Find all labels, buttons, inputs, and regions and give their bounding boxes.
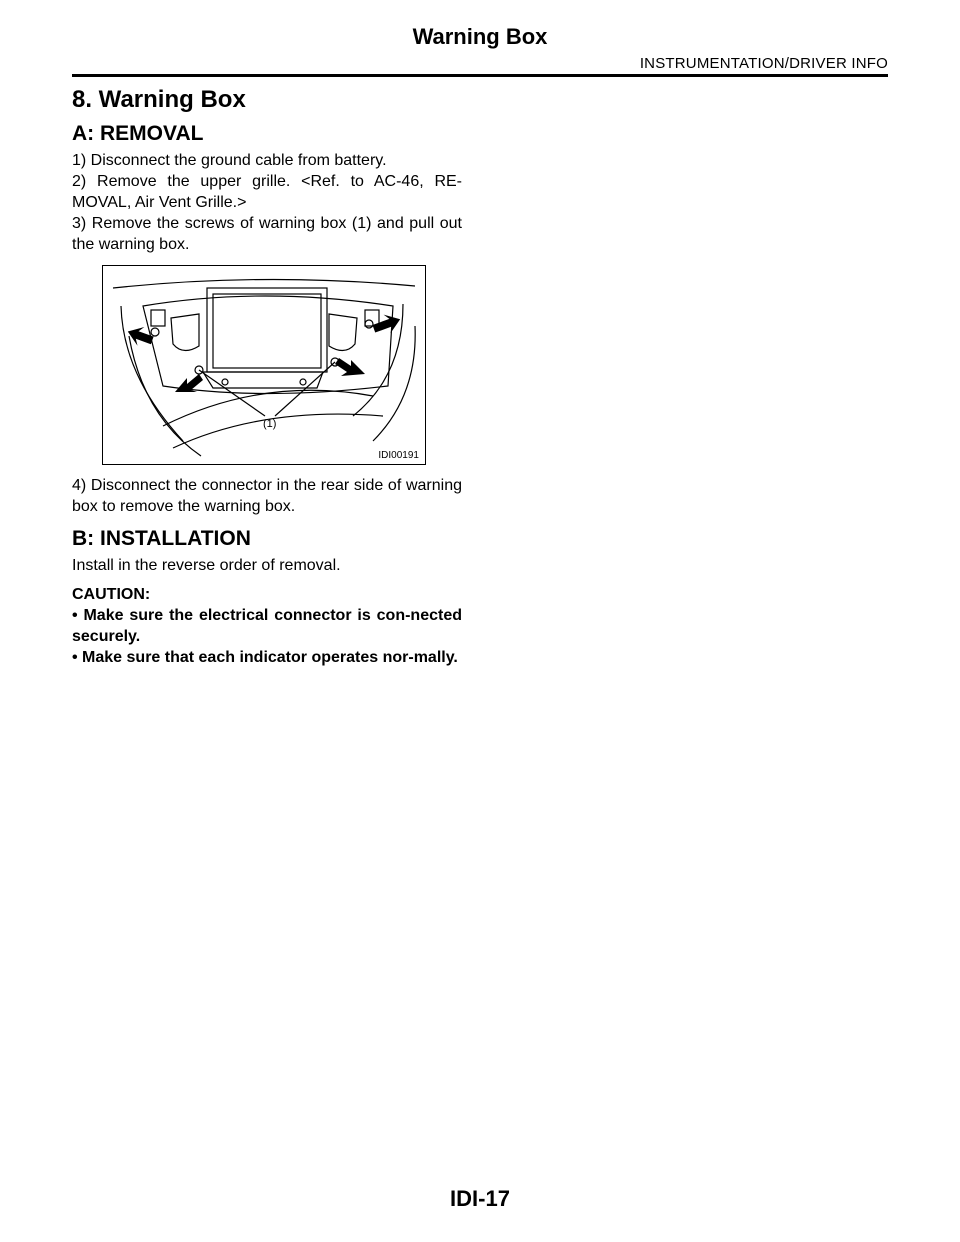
figure-id: IDI00191 [378, 450, 419, 461]
removal-step-3: 3) Remove the screws of warning box (1) and pull out the warning box. [72, 215, 462, 253]
warning-box-figure [102, 265, 426, 465]
page-title: Warning Box [412, 24, 548, 49]
caution-item-1: • Make sure the electrical connector is con-nected securely. [72, 607, 462, 645]
removal-heading: A: REMOVAL [72, 122, 204, 145]
warning-box-illustration [103, 266, 425, 464]
section-heading: 8. Warning Box [72, 86, 246, 113]
removal-step-2: 2) Remove the upper grille. <Ref. to AC-46, RE-MOVAL, Air Vent Grille.> [72, 173, 462, 211]
removal-step-4: 4) Disconnect the connector in the rear side of warning box to remove the warning box. [72, 477, 462, 515]
page-number: IDI-17 [450, 1186, 510, 1211]
caution-label: CAUTION: [72, 586, 151, 603]
header-rule [72, 74, 888, 77]
removal-step-1: 1) Disconnect the ground cable from battery. [72, 152, 387, 169]
caution-item-2: • Make sure that each indicator operates nor-mally. [72, 649, 458, 666]
main-content [72, 86, 462, 668]
installation-text: Install in the reverse order of removal. [72, 557, 341, 574]
section-label: INSTRUMENTATION/DRIVER INFO [639, 55, 888, 72]
figure-callout: (1) [263, 418, 277, 430]
installation-heading: B: INSTALLATION [72, 527, 251, 550]
